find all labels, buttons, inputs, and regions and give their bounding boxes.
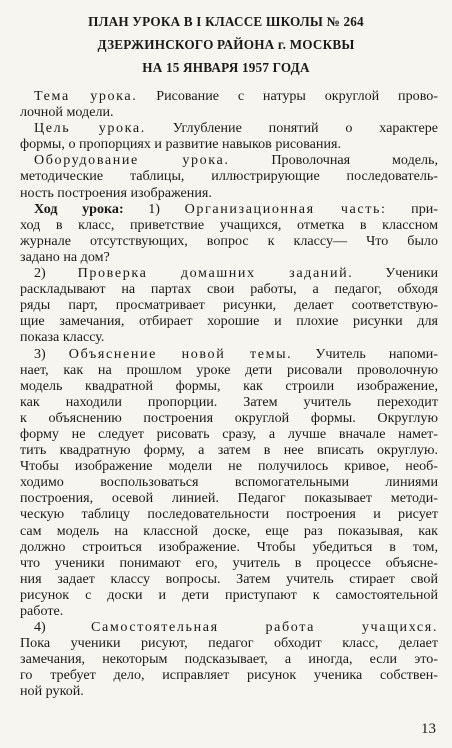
section-label: Цель урока.: [34, 120, 146, 137]
text-line: к объяснению построения округлой формы. Округлую: [20, 409, 438, 426]
text-line: как находили пропорции. Затем учитель переходит: [20, 393, 438, 410]
text-line: сам модель на классной доске, еще раз показывая, как: [20, 522, 438, 539]
text-line: раскладывают на партах свои работы, а педагог, обходя: [20, 281, 438, 298]
heading-line-2: ДЗЕРЖИНСКОГО РАЙОНА г. МОСКВЫ: [97, 37, 355, 52]
text-line: 2) Проверка домашних заданий. Ученики: [34, 265, 438, 282]
text-line: Оборудование урока. Проволочная модель,: [34, 152, 438, 169]
lesson-plan-heading: [30, 10, 422, 79]
text-line: методические таблицы, иллюстрирующие последователь-: [20, 168, 438, 185]
text-line: работе.: [20, 603, 64, 619]
section-label: Оборудование урока.: [34, 152, 230, 169]
text-line: формы, о пропорциях и развитие навыков рисования.: [20, 136, 342, 153]
section-label: Объяснение новой темы.: [68, 345, 293, 362]
text-line: ния задает классу вопросы. Затем учитель стирает свой: [20, 570, 438, 587]
text-line: ходимо воспользоваться вспомогательными линиями: [20, 474, 438, 491]
text-line: показа классу.: [20, 329, 105, 346]
text-line: ход в класс, приветствие учащихся, отметка в классном: [20, 216, 438, 233]
section-label: Тема урока.: [34, 88, 138, 104]
heading-line-3: НА 15 ЯНВАРЯ 1957 ГОДА: [142, 60, 310, 75]
text-line: рисунок с доски и дети приступают к самостоятельной: [20, 586, 438, 603]
text-line: должно строиться изображение. Чтобы убедиться в том,: [20, 538, 438, 555]
text-line: форму не следует рисовать сразу, а лучше вначале намет-: [20, 425, 438, 442]
text-line: ной рукой.: [20, 683, 84, 700]
section-label: Самостоятельная работа учащихся.: [91, 619, 438, 636]
text-line: задано на дом?: [20, 248, 110, 265]
text-line: Чтобы изображение модели не получилось кривое, необ-: [20, 458, 438, 475]
text-line: модель квадратной формы, как строили изображение,: [20, 377, 438, 394]
text-line: щие замечания, отбирает хорошие и плохие рисунки для: [20, 313, 438, 330]
text-line: Цель урока. Углубление понятий о характере: [34, 120, 438, 137]
lesson-plan-body: [20, 88, 438, 700]
text-line: что ученики понимают его, учитель в процессе объясне-: [20, 554, 438, 571]
section-label: Проверка домашних заданий.: [77, 265, 354, 282]
text-line: Тема урока. Рисование с натуры округлой прово-: [34, 88, 438, 104]
page-number: 13: [421, 721, 436, 737]
text-line: ряды парт, просматривает рисунки, делает соответствую-: [20, 297, 438, 314]
heading-line-1: ПЛАН УРОКА В I КЛАССЕ ШКОЛЫ № 264: [88, 14, 364, 29]
text-line: ческую таблицу последовательности построения и рисует: [20, 506, 438, 523]
text-line: 4) Самостоятельная работа учащихся.: [34, 619, 438, 636]
section-label: Организационная часть:: [184, 200, 387, 217]
text-line: Пока ученики рисуют, педагог обходит класс, делает: [20, 635, 438, 652]
text-line: тить квадратную форму, а затем в нее вписать округлую.: [20, 442, 438, 459]
text-line: журнале отсутствующих, вопрос к классу— Что было: [20, 232, 438, 249]
lesson-progress-label: Ход урока:: [34, 200, 124, 217]
text-line: Ход урока: 1) Организационная часть: при-: [34, 200, 438, 217]
text-line: лочной модели.: [20, 104, 114, 121]
text-line: го требует дело, исправляет рисунок ученика собствен-: [20, 667, 438, 684]
text-line: замечания, некоторым подсказывает, а иногда, если это-: [20, 651, 438, 668]
text-line: ность построения изображения.: [20, 184, 212, 201]
text-line: построения, осевой линией. Педагог показывает методи-: [20, 490, 438, 507]
text-line: 3) Объяснение новой темы. Учитель напоми-: [34, 345, 438, 362]
text-line: нает, как на прошлом уроке дети рисовали проволочную: [20, 361, 438, 378]
